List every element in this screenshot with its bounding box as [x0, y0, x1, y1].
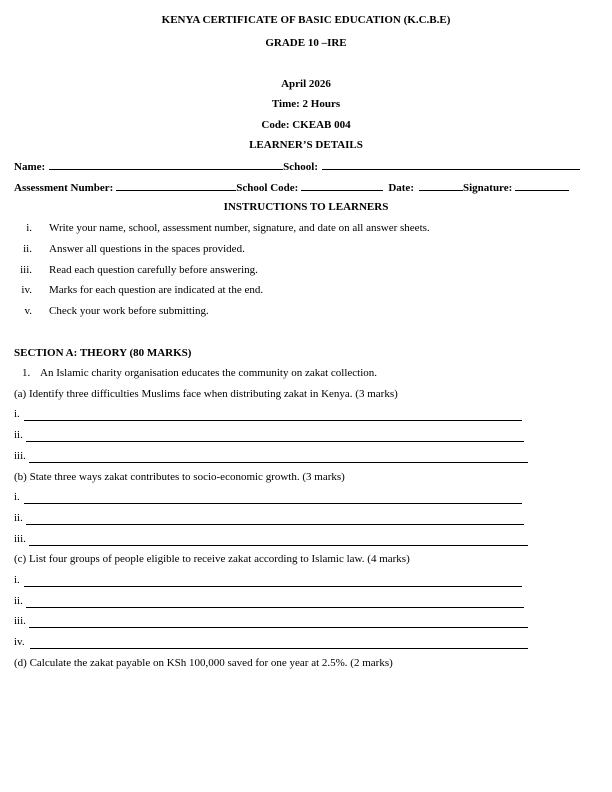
- answer-numeral: iii.: [14, 533, 26, 545]
- question-1a: (a) Identify three difficulties Muslims face when distributing zakat in Kenya. (3 marks): [14, 388, 398, 400]
- answer-numeral: ii.: [14, 512, 23, 524]
- school-label: School:: [283, 161, 318, 173]
- answer-numeral: iii.: [14, 615, 26, 627]
- school-code-blank[interactable]: [301, 180, 383, 191]
- answer-line[interactable]: [24, 503, 522, 504]
- name-field[interactable]: [14, 159, 580, 173]
- answer-numeral: i.: [14, 408, 20, 420]
- instruction-num: v.: [24, 305, 32, 317]
- exam-title: KENYA CERTIFICATE OF BASIC EDUCATION (K.C.B.E): [161, 14, 451, 26]
- question-number: 1.: [22, 367, 31, 379]
- instructions-heading: INSTRUCTIONS TO LEARNERS: [223, 201, 389, 213]
- assessment-row[interactable]: [14, 180, 569, 194]
- exam-code: Code: CKEAB 004: [261, 119, 351, 131]
- answer-numeral: ii.: [14, 429, 23, 441]
- answer-line[interactable]: [26, 607, 524, 608]
- answer-numeral: ii.: [14, 595, 23, 607]
- instruction-num: ii.: [23, 243, 32, 255]
- instruction-num: iv.: [21, 284, 32, 296]
- exam-time: Time: 2 Hours: [271, 98, 341, 110]
- question-1d: (d) Calculate the zakat payable on KSh 100,000 saved for one year at 2.5%. (2 marks): [14, 657, 393, 669]
- school-code-label: School Code:: [236, 182, 299, 194]
- exam-date: April 2026: [281, 78, 331, 90]
- assessment-number-label: Assessment Number:: [14, 182, 114, 194]
- name-label: Name:: [14, 161, 46, 173]
- learner-details-heading: LEARNER’S DETAILS: [249, 139, 363, 151]
- answer-line[interactable]: [26, 441, 524, 442]
- answer-line[interactable]: [24, 420, 522, 421]
- answer-numeral: i.: [14, 574, 20, 586]
- school-blank[interactable]: [322, 159, 580, 170]
- instruction-num: iii.: [20, 264, 32, 276]
- question-1-stem: An Islamic charity organisation educates the community on zakat collection.: [40, 367, 378, 379]
- answer-numeral: i.: [14, 491, 20, 503]
- question-1b: (b) State three ways zakat contributes to socio-economic growth. (3 marks): [14, 471, 345, 483]
- answer-line[interactable]: [26, 524, 524, 525]
- instruction-text: Answer all questions in the spaces provided.: [49, 243, 245, 255]
- answer-line[interactable]: [29, 627, 528, 628]
- answer-line[interactable]: [29, 462, 528, 463]
- assessment-number-blank[interactable]: [116, 180, 236, 191]
- section-a-heading: SECTION A: THEORY (80 MARKS): [14, 347, 192, 359]
- answer-numeral: iii.: [14, 450, 26, 462]
- signature-label: Signature:: [462, 182, 513, 194]
- signature-blank[interactable]: [515, 180, 569, 191]
- grade-line: GRADE 10 –IRE: [265, 37, 347, 49]
- instruction-text: Write your name, school, assessment number, signature, and date on all answer sheets.: [49, 222, 430, 234]
- answer-line[interactable]: [24, 586, 522, 587]
- answer-numeral: iv.: [14, 636, 25, 648]
- instruction-text: Read each question carefully before answering.: [49, 264, 258, 276]
- date-label: Date:: [388, 182, 414, 194]
- date-blank[interactable]: [419, 180, 463, 191]
- instruction-text: Marks for each question are indicated at the end.: [49, 284, 264, 296]
- answer-line[interactable]: [29, 545, 528, 546]
- instruction-num: i.: [26, 222, 32, 234]
- answer-line[interactable]: [30, 648, 528, 649]
- name-blank[interactable]: [49, 159, 283, 170]
- instruction-text: Check your work before submitting.: [49, 305, 209, 317]
- question-1c: (c) List four groups of people eligible to receive zakat according to Islamic law. (4 marks): [14, 553, 410, 565]
